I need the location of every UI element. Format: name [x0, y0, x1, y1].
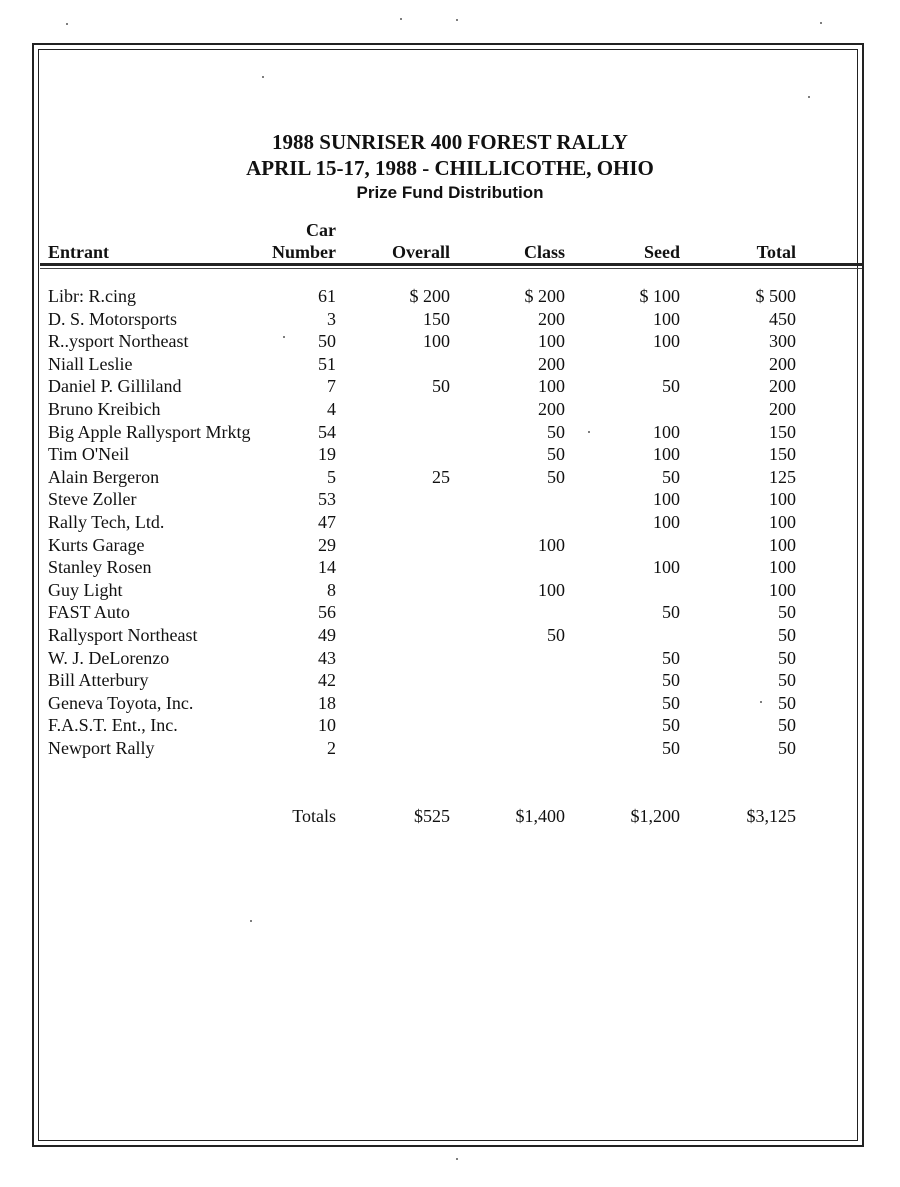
totals-seed: $1,200 — [630, 806, 680, 826]
entrant-cell: Kurts Garage — [48, 534, 145, 555]
car-number-cell: 29 — [318, 534, 336, 555]
totals-overall: $525 — [414, 806, 450, 826]
total-cell: 200 — [769, 398, 796, 419]
entrant-cell: W. J. DeLorenzo — [48, 647, 170, 668]
entrant-cell: Libr: R.cing — [48, 286, 136, 306]
total-cell: 100 — [769, 534, 796, 555]
totals-total: $3,125 — [746, 806, 796, 826]
totals-row — [0, 805, 900, 827]
car-number-cell: 53 — [318, 489, 336, 510]
car-number-cell: 18 — [318, 692, 336, 713]
car-number-cell: 14 — [318, 557, 336, 578]
column-header-entrant: Entrant — [48, 242, 110, 262]
table-row — [0, 398, 900, 421]
table-row — [0, 692, 900, 715]
total-cell: 50 — [778, 692, 796, 713]
table-row — [0, 579, 900, 602]
seed-cell: 50 — [662, 715, 680, 736]
total-cell: 100 — [769, 511, 796, 532]
car-number-cell: 7 — [327, 376, 336, 397]
table-row — [0, 669, 900, 692]
entrant-cell: D. S. Motorsports — [48, 308, 178, 329]
totals-label: Totals — [292, 806, 336, 826]
class-cell: 100 — [538, 376, 565, 397]
seed-cell: 100 — [653, 331, 680, 352]
total-cell: 100 — [769, 489, 796, 510]
seed-cell: 100 — [653, 444, 680, 465]
table-row — [0, 285, 900, 308]
seed-cell: 50 — [662, 692, 680, 713]
class-cell: 200 — [538, 353, 565, 374]
total-cell: 200 — [769, 376, 796, 397]
table-row — [0, 624, 900, 647]
seed-cell: 50 — [662, 466, 680, 487]
total-cell: 50 — [778, 602, 796, 623]
car-number-cell: 51 — [318, 353, 336, 374]
seed-cell: 50 — [662, 670, 680, 691]
document-title: 1988 SUNRISER 400 FOREST RALLY — [272, 130, 628, 154]
class-cell: 100 — [538, 579, 565, 600]
overall-cell: 25 — [432, 466, 450, 487]
entrant-cell: F.A.S.T. Ent., Inc. — [48, 715, 178, 736]
entrant-cell: Big Apple Rallysport Mrktg — [48, 421, 251, 442]
class-cell: 50 — [547, 624, 565, 645]
entrant-cell: Bill Atterbury — [48, 670, 149, 691]
total-cell: 100 — [769, 579, 796, 600]
total-cell: 50 — [778, 715, 796, 736]
total-cell: 50 — [778, 670, 796, 691]
car-number-cell: 2 — [327, 737, 336, 758]
total-cell: 50 — [778, 647, 796, 668]
seed-cell: 50 — [662, 647, 680, 668]
entrant-cell: Guy Light — [48, 579, 123, 600]
column-header-overall: Overall — [392, 242, 450, 262]
table-row — [0, 353, 900, 376]
entrant-cell: Bruno Kreibich — [48, 398, 161, 419]
totals-class: $1,400 — [515, 806, 565, 826]
total-cell: 125 — [769, 466, 796, 487]
table-row — [0, 308, 900, 331]
seed-cell: 50 — [662, 376, 680, 397]
table-row — [0, 714, 900, 737]
entrant-cell: Rally Tech, Ltd. — [48, 511, 165, 532]
class-cell: 50 — [547, 444, 565, 465]
entrant-cell: Daniel P. Gilliland — [48, 376, 182, 397]
header-rule-thin — [40, 268, 862, 269]
table-row — [0, 601, 900, 624]
total-cell: 50 — [778, 624, 796, 645]
entrant-cell: Stanley Rosen — [48, 557, 152, 578]
total-cell: 200 — [769, 353, 796, 374]
total-cell: 50 — [778, 737, 796, 758]
class-cell: 50 — [547, 421, 565, 442]
entrant-cell: Alain Bergeron — [48, 466, 160, 487]
table-row — [0, 466, 900, 489]
table-row — [0, 375, 900, 398]
table-row — [0, 647, 900, 670]
table-row — [0, 443, 900, 466]
total-cell: 450 — [769, 308, 796, 329]
table-row — [0, 511, 900, 534]
overall-cell: $ 200 — [409, 286, 450, 306]
entrant-cell: Newport Rally — [48, 737, 155, 758]
table-row — [0, 330, 900, 353]
entrant-cell: Niall Leslie — [48, 353, 133, 374]
class-cell: 100 — [538, 534, 565, 555]
table-row — [0, 556, 900, 579]
class-cell: 50 — [547, 466, 565, 487]
header-rule — [40, 263, 862, 266]
entrant-cell: Geneva Toyota, Inc. — [48, 692, 194, 713]
car-number-cell: 43 — [318, 647, 336, 668]
car-number-cell: 61 — [318, 286, 336, 306]
table-row — [0, 488, 900, 511]
table-row — [0, 534, 900, 557]
total-cell: $ 500 — [755, 286, 796, 306]
column-header-seed: Seed — [644, 242, 680, 262]
document-date-location: APRIL 15-17, 1988 - CHILLICOTHE, OHIO — [246, 156, 654, 180]
entrant-cell: Steve Zoller — [48, 489, 137, 510]
total-cell: 150 — [769, 421, 796, 442]
column-header-car-number — [256, 219, 336, 263]
car-number-cell: 4 — [327, 398, 336, 419]
overall-cell: 150 — [423, 308, 450, 329]
car-number-cell: 3 — [327, 308, 336, 329]
column-header-total: Total — [756, 242, 796, 262]
prize-table-body — [0, 285, 900, 759]
class-cell: 200 — [538, 398, 565, 419]
entrant-cell: Tim O'Neil — [48, 444, 130, 465]
document-subtitle: Prize Fund Distribution — [356, 183, 544, 202]
table-row — [0, 737, 900, 760]
class-cell: $ 200 — [524, 286, 565, 306]
seed-cell: 50 — [662, 602, 680, 623]
car-number-cell: 5 — [327, 466, 336, 487]
column-header-car-line2: Number — [272, 242, 336, 262]
seed-cell: 100 — [653, 308, 680, 329]
table-row — [0, 421, 900, 444]
seed-cell: 100 — [653, 421, 680, 442]
seed-cell: 100 — [653, 489, 680, 510]
column-header-car-line1: Car — [306, 220, 336, 240]
seed-cell: $ 100 — [639, 286, 680, 306]
car-number-cell: 47 — [318, 511, 336, 532]
overall-cell: 50 — [432, 376, 450, 397]
overall-cell: 100 — [423, 331, 450, 352]
car-number-cell: 49 — [318, 624, 336, 645]
car-number-cell: 54 — [318, 421, 336, 442]
seed-cell: 50 — [662, 737, 680, 758]
total-cell: 300 — [769, 331, 796, 352]
car-number-cell: 19 — [318, 444, 336, 465]
seed-cell: 100 — [653, 511, 680, 532]
car-number-cell: 42 — [318, 670, 336, 691]
seed-cell: 100 — [653, 557, 680, 578]
total-cell: 100 — [769, 557, 796, 578]
column-header-class: Class — [523, 242, 565, 262]
car-number-cell: 8 — [327, 579, 336, 600]
entrant-cell: FAST Auto — [48, 602, 130, 623]
class-cell: 100 — [538, 331, 565, 352]
car-number-cell: 10 — [318, 715, 336, 736]
car-number-cell: 56 — [318, 602, 336, 623]
entrant-cell: R..ysport Northeast — [48, 331, 189, 352]
car-number-cell: 50 — [318, 331, 336, 352]
entrant-cell: Rallysport Northeast — [48, 624, 198, 645]
total-cell: 150 — [769, 444, 796, 465]
class-cell: 200 — [538, 308, 565, 329]
